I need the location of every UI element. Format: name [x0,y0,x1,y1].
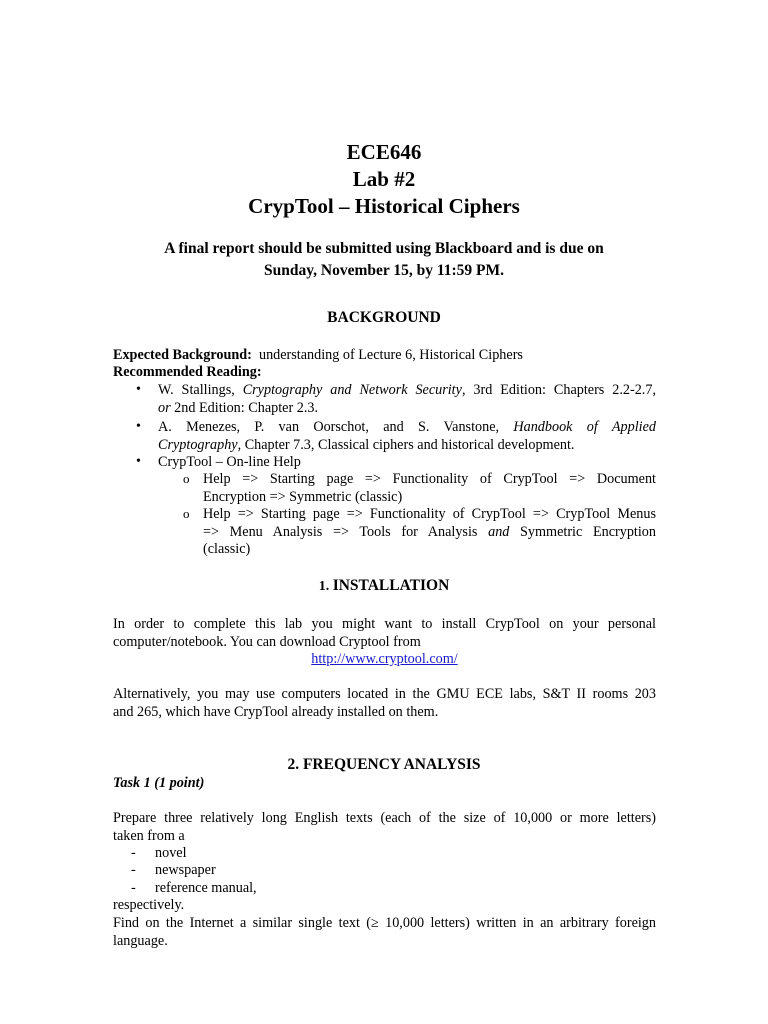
respectively-text: respectively. [113,897,185,913]
background-heading: BACKGROUND [327,309,441,326]
task-1-paragraph [113,810,656,845]
reading-author: A. Menezes, P. van Oorschot, and S. Vanstone, [158,419,514,435]
reading-chapters: , 3rd Edition: Chapters 2.2-2.7, [461,382,656,398]
paragraph-line: taken from a [113,827,185,844]
paragraph-line: In order to complete this lab you might want to install CrypTool on your personal [113,616,656,632]
reading-book-title-cont: Cryptography [158,436,238,453]
section-title: INSTALLATION [332,577,450,594]
help-path-line [203,524,656,542]
task-1-label: Task 1 (1 point) [113,775,205,791]
help-path-line: Help => Starting page => Functionality of CrypTool => Document [203,471,656,487]
reading-book-title: Handbook of Applied [513,419,657,435]
paragraph-line: Alternatively, you may use computers located in the GMU ECE labs, S&T II rooms 203 [113,686,656,702]
help-path-2 [203,506,656,559]
paragraph-line: Prepare three relatively long English texts (each of the size of 10,000 or more letters) [113,810,656,826]
reading-item-line [158,437,656,455]
bullet-icon: • [136,419,141,434]
reading-item-cryptool-help: CrypTool – On-line Help [158,454,301,470]
reading-item-menezes [158,419,656,454]
help-path-segment: => Menu Analysis => Tools for Analysis [203,523,489,540]
expected-background-text: understanding of Lecture 6, Historical Ciphers [251,347,523,363]
bullet-icon: • [136,454,141,469]
paragraph-line: computer/notebook. You can download Cryptool from [113,633,421,650]
help-path-segment: Symmetric Encryption [509,523,656,540]
cryptool-download-link[interactable]: http://www.cryptool.com/ [311,651,458,667]
reading-chapters: , Chapter 7.3, Classical ciphers and historical development. [237,436,575,453]
paragraph-line: Find on the Internet a similar single text (≥ 10,000 letters) written in an arbitrary foreign [113,915,656,931]
frequency-analysis-heading: 2. FREQUENCY ANALYSIS [287,756,481,773]
course-code: ECE646 [346,140,422,164]
help-path-1 [203,471,656,506]
reading-book-title: Cryptography and Network Security [242,382,462,398]
expected-background-label: Expected Background: [113,347,252,363]
text-source-novel: novel [155,845,187,861]
reading-author: W. Stallings, [158,382,243,398]
due-line-2: Sunday, November 15, by 11:59 PM. [264,262,504,279]
alternative-paragraph [113,686,656,721]
due-line-1: A final report should be submitted using Blackboard and is due on [164,240,604,257]
help-path-and: and [488,523,510,540]
reading-item-stallings [158,382,656,417]
reading-chapters-alt: 2nd Edition: Chapter 2.3. [170,399,319,416]
reading-or: or [158,399,171,416]
cryptool-link-line [113,651,656,669]
paragraph-line: and 265, which have CrypTool already installed on them. [113,703,439,720]
bullet-icon: • [136,382,141,397]
document-title: CrypTool – Historical Ciphers [248,194,520,218]
help-path-line: (classic) [203,541,251,557]
installation-paragraph [113,616,656,651]
section-number: 1. [318,579,333,594]
due-notice [100,238,668,282]
recommended-reading-label: Recommended Reading: [113,364,262,380]
circle-bullet-icon: o [183,506,190,521]
text-source-newspaper: newspaper [155,862,216,878]
circle-bullet-icon: o [183,471,190,486]
expected-background [113,347,656,365]
text-source-reference-manual: reference manual, [155,880,257,896]
reading-item-line [158,382,656,400]
reading-item-line [158,400,656,418]
lab-number: Lab #2 [352,167,416,191]
foreign-language-paragraph [113,915,656,950]
dash-bullet: - [131,845,136,861]
help-path-line: Help => Starting page => Functionality of CrypTool => CrypTool Menus [203,506,656,522]
installation-heading [0,577,768,595]
paragraph-line: language. [113,932,168,949]
dash-bullet: - [131,862,136,878]
help-path-line: Encryption => Symmetric (classic) [203,488,403,505]
dash-bullet: - [131,880,136,896]
reading-item-line [158,419,656,437]
